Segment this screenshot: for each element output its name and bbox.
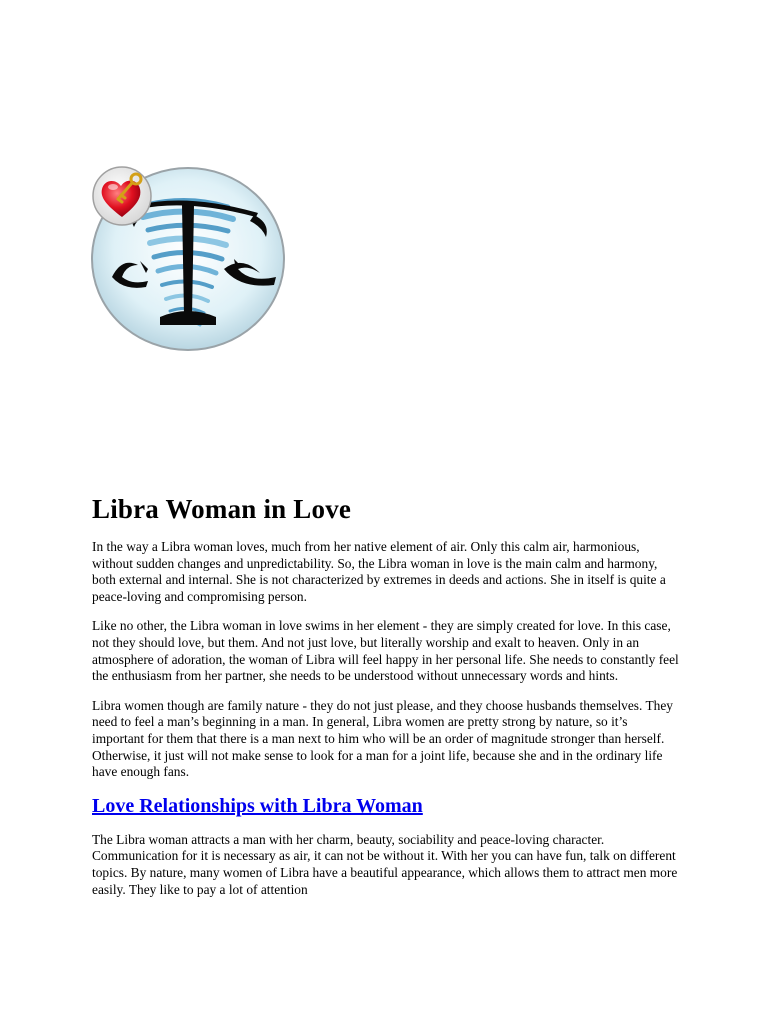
heart-key-icon	[93, 167, 151, 225]
section-paragraph: The Libra woman attracts a man with her charm, beauty, sociability and peace-loving character. Communication for it is necessary as air, it can not be without it. With her you can have fun, talk on different topics. By nature, many women of Libra have a beautiful appearance, which allows them to attract men more easily. They like to pay a lot of attention	[92, 831, 678, 897]
libra-zodiac-illustration	[88, 165, 288, 355]
section-link[interactable]: Love Relationships with Libra Woman	[92, 794, 423, 817]
section-heading	[92, 794, 682, 818]
libra-scales-icon	[88, 165, 288, 355]
article-paragraph: Like no other, the Libra woman in love swims in her element - they are simply created for love. In this case, not they should love, but them. And not just love, but literally worship and exalt to heaven. Only in an atmosphere of adoration, the woman of Libra will feel happy in her personal life. She needs to constantly feel the enthusiasm from her partner, she needs to be understood without unnecessary words and hints.	[92, 618, 679, 684]
article	[92, 490, 682, 911]
article-paragraph: In the way a Libra woman loves, much from her native element of air. Only this calm air, harmonious, without sudden changes and unpredictability. So, the Libra woman in love is the main calm and harmony, both external and internal. She is not characterized by extremes in deeds and actions. She in itself is quite a peace-loving and compromising person.	[92, 539, 666, 604]
article-paragraph: Libra women though are family nature - they do not just please, and they choose husbands themselves. They need to feel a man’s beginning in a man. In general, Libra women are pretty strong by nature, so it’s important for them that there is a man next to him who will be an order of magnitude stronger than herself. Otherwise, it just will not make sense to look for a man for a joint life, because she and in the ordinary life have enough fans.	[92, 697, 673, 780]
article-title: Libra Woman in Love	[92, 494, 352, 524]
